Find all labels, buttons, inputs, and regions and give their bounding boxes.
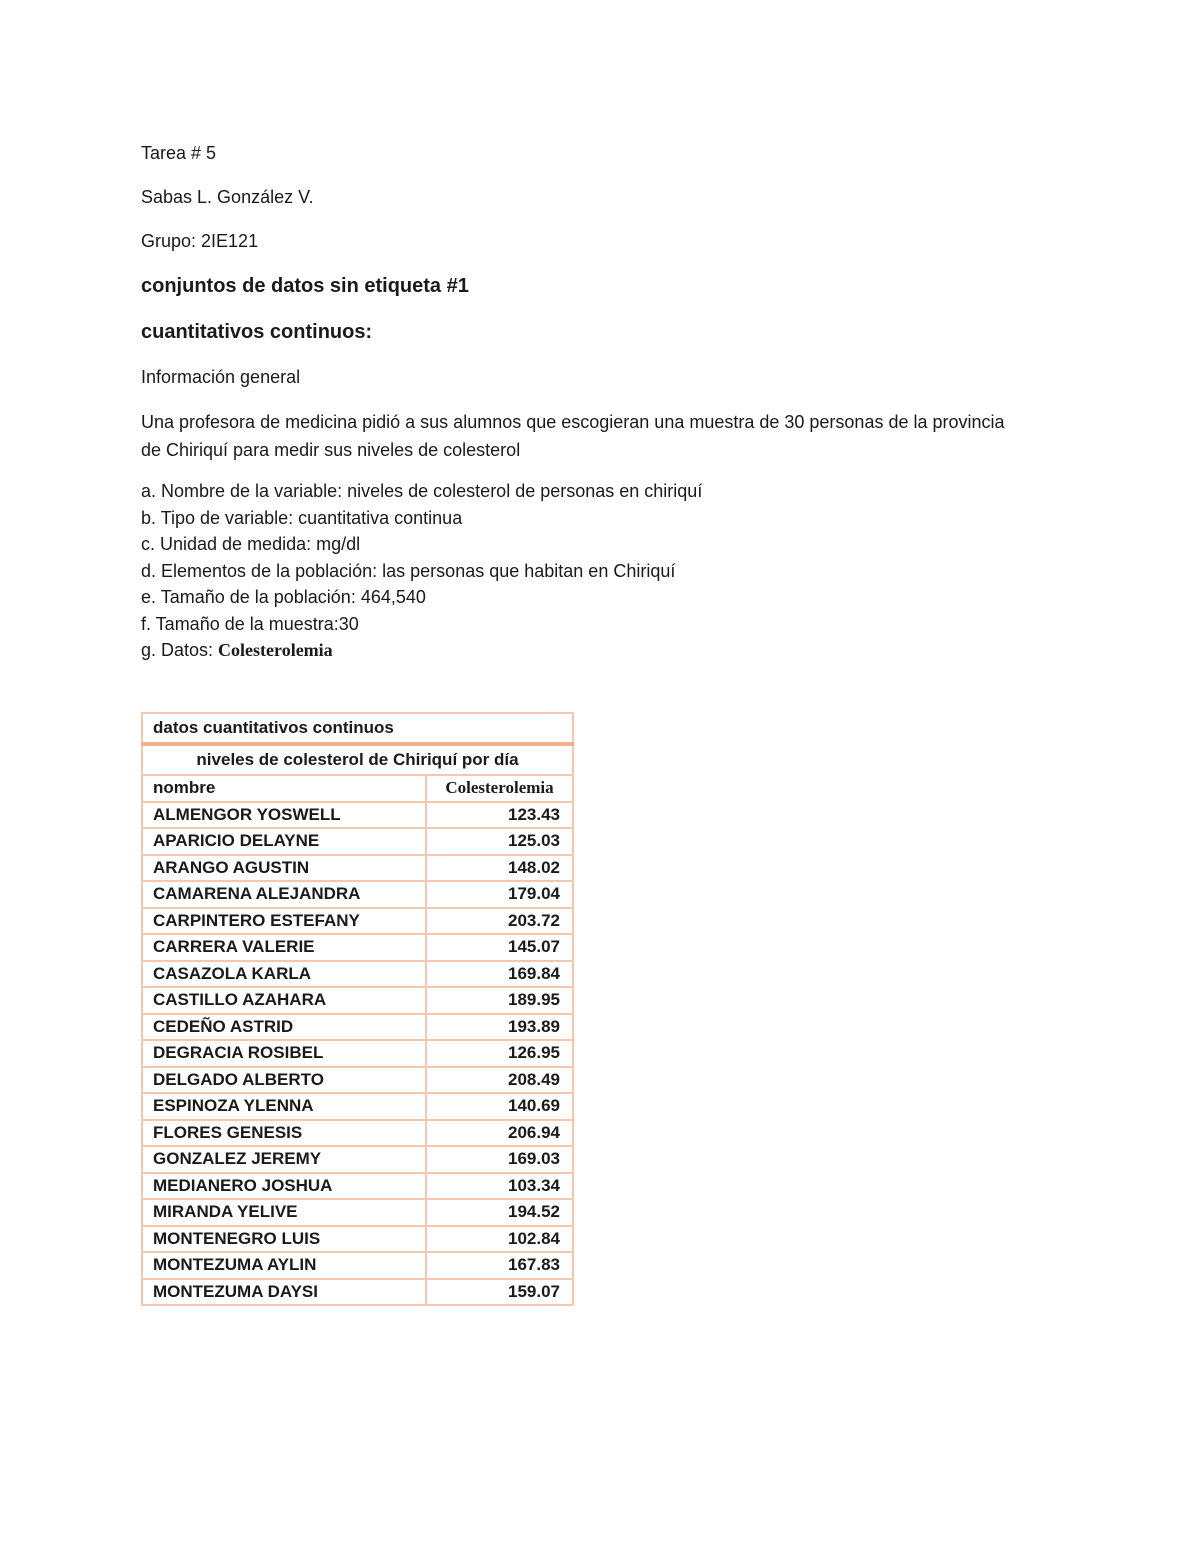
row-name: MIRANDA YELIVE [142,1199,426,1226]
row-name: CASAZOLA KARLA [142,961,426,988]
row-value: 159.07 [426,1279,573,1306]
row-name: MONTENEGRO LUIS [142,1226,426,1253]
table-subtitle-row [142,744,573,775]
list-item: a. Nombre de la variable: niveles de colesterol de personas en chiriquí [141,481,703,501]
table-row [142,802,573,829]
table-row [142,828,573,855]
list-item [141,637,1041,664]
table-row [142,1040,573,1067]
heading-type: cuantitativos continuos: [141,321,373,343]
list-item: b. Tipo de variable: cuantitativa continua [141,507,463,528]
row-name: CASTILLO AZAHARA [142,987,426,1014]
row-value: 145.07 [426,934,573,961]
heading-dataset: conjuntos de datos sin etiqueta #1 [141,275,469,297]
variable-list [141,478,1041,664]
row-name: CEDEÑO ASTRID [142,1014,426,1041]
table-row [142,1093,573,1120]
table-row [142,881,573,908]
list-item: c. Unidad de medida: mg/dl [141,534,361,554]
row-name: MEDIANERO JOSHUA [142,1173,426,1200]
row-name: DELGADO ALBERTO [142,1067,426,1094]
assignment-title: Tarea # 5 [141,143,217,163]
row-value: 189.95 [426,987,573,1014]
table-row [142,1146,573,1173]
list-item: d. Elementos de la población: las personas que habitan en Chiriquí [141,560,676,581]
table-title: datos cuantitativos continuos [142,713,573,744]
row-value: 169.03 [426,1146,573,1173]
row-name: DEGRACIA ROSIBEL [142,1040,426,1067]
row-name: MONTEZUMA DAYSI [142,1279,426,1306]
row-value: 123.43 [426,802,573,829]
table-row [142,1173,573,1200]
table-row [142,1067,573,1094]
row-value: 179.04 [426,881,573,908]
row-value: 193.89 [426,1014,573,1041]
row-name: CARPINTERO ESTEFANY [142,908,426,935]
table-header-row [142,775,573,802]
list-item-value: Colesterolemia [218,640,333,660]
row-value: 206.94 [426,1120,573,1147]
column-header-value: Colesterolemia [426,775,573,802]
row-name: ESPINOZA YLENNA [142,1093,426,1120]
group-label: Grupo: 2IE121 [141,231,259,251]
row-name: GONZALEZ JEREMY [142,1146,426,1173]
description-paragraph: Una profesora de medicina pidió a sus alumnos que escogieran una muestra de 30 personas de la provincia de Chiriquí para medir sus niveles de colesterol [141,412,1005,460]
row-value: 140.69 [426,1093,573,1120]
row-value: 102.84 [426,1226,573,1253]
row-value: 169.84 [426,961,573,988]
row-value: 148.02 [426,855,573,882]
table-row [142,1252,573,1279]
row-name: MONTEZUMA AYLIN [142,1252,426,1279]
row-name: APARICIO DELAYNE [142,828,426,855]
table-row [142,855,573,882]
list-item: e. Tamaño de la población: 464,540 [141,587,426,607]
author-name: Sabas L. González V. [141,187,314,207]
row-name: ALMENGOR YOSWELL [142,802,426,829]
document-body [141,140,1041,664]
row-value: 194.52 [426,1199,573,1226]
row-name: FLORES GENESIS [142,1120,426,1147]
table-row [142,908,573,935]
list-item-prefix: g. Datos: [141,640,219,660]
table-subtitle: niveles de colesterol de Chiriquí por día [142,744,573,775]
row-name: ARANGO AGUSTIN [142,855,426,882]
table-row [142,987,573,1014]
row-name: CARRERA VALERIE [142,934,426,961]
table-row [142,1226,573,1253]
table-row [142,1014,573,1041]
row-value: 126.95 [426,1040,573,1067]
list-item: f. Tamaño de la muestra:30 [141,613,359,634]
row-value: 208.49 [426,1067,573,1094]
table-row [142,1120,573,1147]
column-header-name: nombre [142,775,426,802]
row-value: 167.83 [426,1252,573,1279]
row-value: 103.34 [426,1173,573,1200]
table-title-row [142,713,573,744]
table-row [142,1199,573,1226]
row-name: CAMARENA ALEJANDRA [142,881,426,908]
table-row [142,1279,573,1306]
section-label: Información general [141,367,301,387]
table-row [142,961,573,988]
cholesterol-table [141,712,574,1306]
row-value: 125.03 [426,828,573,855]
row-value: 203.72 [426,908,573,935]
table-row [142,934,573,961]
